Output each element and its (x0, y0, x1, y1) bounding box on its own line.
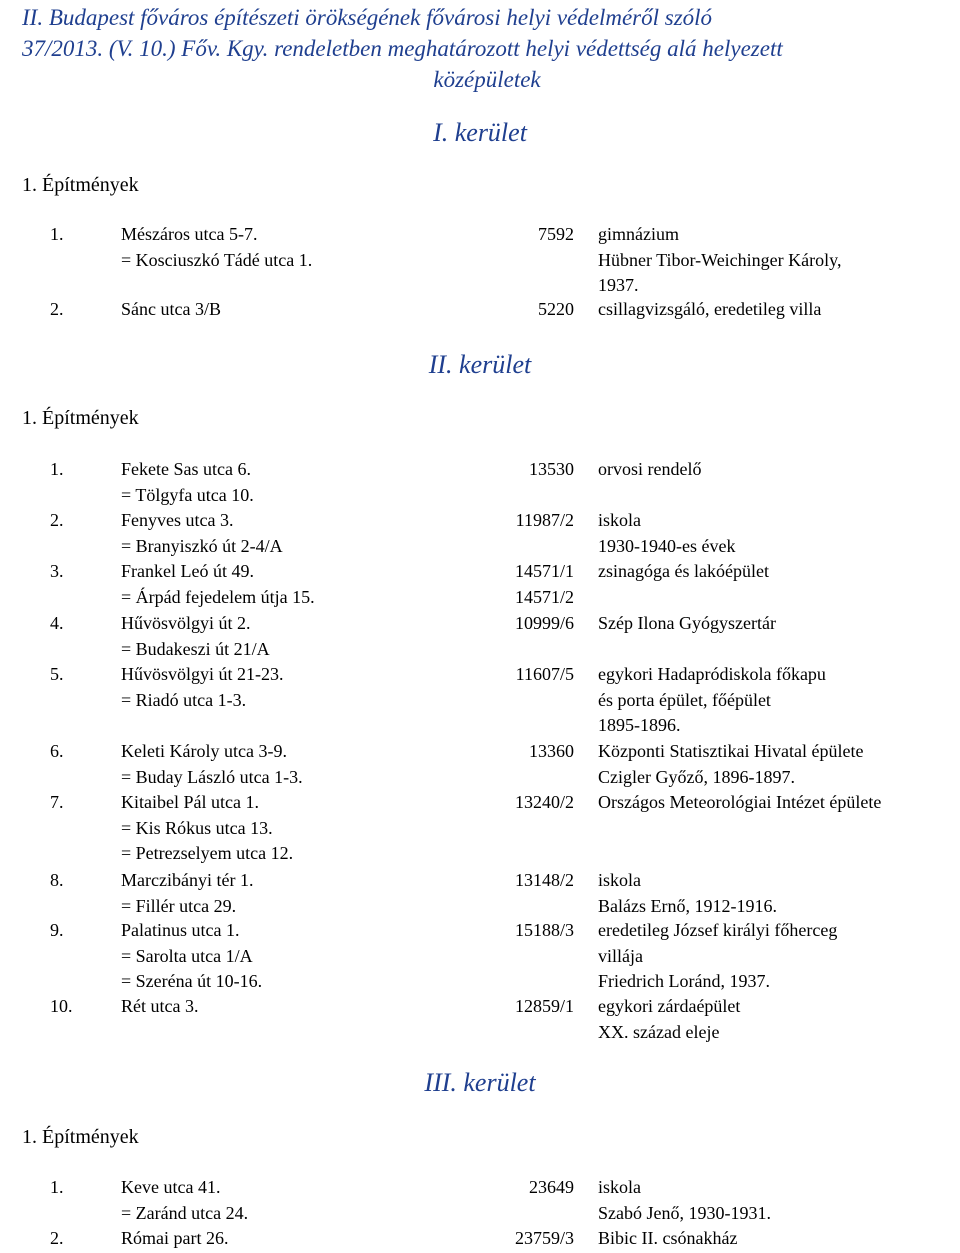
row-lot-number: 14571/1 14571/2 (514, 561, 574, 607)
row-address: Római part 26. (121, 1228, 229, 1248)
district-table (0, 457, 960, 1045)
table-row (0, 297, 960, 323)
row-address: Keleti Károly utca 3-9. = Buday László utca 1-3. (121, 741, 303, 787)
title-line-2: 37/2013. (V. 10.) Főv. Kgy. rendeletben meghatározott helyi védettség alá helyezett (22, 36, 783, 61)
table-row (0, 559, 960, 611)
row-number: 3. (50, 561, 64, 581)
document-title (22, 2, 952, 95)
row-lot-number: 11607/5 (515, 664, 574, 684)
row-lot-number: 13240/2 (514, 792, 574, 812)
row-description: zsinagóga és lakóépület (598, 561, 769, 581)
row-description: Bibic II. csónakház (598, 1228, 738, 1248)
row-description: Szép Ilona Gyógyszertár (598, 613, 776, 633)
row-description: egykori Hadapródiskola főkapu és porta épület, főépület 1895-1896. (598, 664, 826, 735)
row-description: Központi Statisztikai Hivatal épülete Czigler Győző, 1896-1897. (598, 741, 864, 787)
row-number: 9. (50, 920, 64, 940)
row-number: 2. (50, 299, 64, 319)
row-description: eredetileg József királyi főherceg villája Friedrich Loránd, 1937. (598, 920, 838, 991)
district-table (0, 1175, 960, 1252)
table-row (0, 994, 960, 1045)
row-number: 1. (50, 459, 64, 479)
title-line-1: II. Budapest főváros építészeti örökségének fővárosi helyi védelméről szóló (22, 5, 713, 30)
row-address: Sánc utca 3/B (121, 299, 221, 319)
row-address: Marczibányi tér 1. = Fillér utca 29. (121, 870, 254, 916)
row-address: Palatinus utca 1. = Sarolta utca 1/A = Szeréna út 10-16. (121, 920, 263, 991)
row-description: orvosi rendelő (598, 459, 702, 479)
row-description: egykori zárdaépület XX. század eleje (598, 996, 741, 1042)
row-lot-number: 10999/6 (514, 613, 574, 633)
table-row (0, 222, 960, 297)
table-row (0, 457, 960, 508)
row-description: iskola 1930-1940-es évek (598, 510, 736, 556)
row-address: Fenyves utca 3. = Branyiszkó út 2-4/A (121, 510, 283, 556)
district-heading: I. kerület (433, 118, 527, 147)
table-row (0, 662, 960, 739)
title-line-3: középületek (433, 67, 541, 92)
row-address: Mészáros utca 5-7. = Kosciuszkó Tádé utca 1. (121, 224, 313, 270)
row-lot-number: 23649 (529, 1177, 574, 1197)
row-number: 7. (50, 792, 64, 812)
row-address: Kitaibel Pál utca 1. = Kis Rókus utca 13. = Petrezselyem utca 12. (121, 792, 294, 863)
row-lot-number: 13148/2 (514, 870, 574, 890)
row-lot-number: 13360 (529, 741, 574, 761)
row-description: iskola Balázs Ernő, 1912-1916. (598, 870, 777, 916)
table-row (0, 918, 960, 994)
table-row (0, 790, 960, 868)
row-number: 10. (50, 996, 73, 1016)
row-lot-number: 5220 (538, 299, 574, 319)
row-description: gimnázium Hübner Tibor-Weichinger Károly, 1937. (598, 224, 842, 295)
row-number: 6. (50, 741, 64, 761)
row-lot-number: 7592 (538, 224, 574, 244)
district-heading: III. kerület (424, 1068, 536, 1097)
table-row (0, 868, 960, 918)
row-lot-number: 11987/2 (515, 510, 574, 530)
row-address: Fekete Sas utca 6. = Tölgyfa utca 10. (121, 459, 254, 505)
section-heading: 1. Építmények (22, 174, 139, 196)
section-heading: 1. Építmények (22, 407, 139, 429)
district-table (0, 222, 960, 323)
row-description: Országos Meteorológiai Intézet épülete (598, 792, 882, 812)
table-row (0, 1175, 960, 1226)
table-row (0, 1226, 960, 1252)
row-address: Keve utca 41. = Zaránd utca 24. (121, 1177, 249, 1223)
district-heading: II. kerület (428, 350, 532, 379)
row-address: Rét utca 3. (121, 996, 199, 1016)
row-number: 5. (50, 664, 64, 684)
table-row (0, 611, 960, 662)
row-number: 1. (50, 224, 64, 244)
row-number: 1. (50, 1177, 64, 1197)
row-number: 4. (50, 613, 64, 633)
row-lot-number: 12859/1 (514, 996, 574, 1016)
row-description: csillagvizsgáló, eredetileg villa (598, 299, 822, 319)
row-address: Frankel Leó út 49. = Árpád fejedelem útja 15. (121, 561, 315, 607)
row-address: Hűvösvölgyi út 21-23. = Riadó utca 1-3. (121, 664, 284, 710)
row-number: 8. (50, 870, 64, 890)
table-row (0, 508, 960, 559)
row-lot-number: 13530 (529, 459, 574, 479)
row-lot-number: 23759/3 (514, 1228, 574, 1248)
row-number: 2. (50, 1228, 64, 1248)
row-lot-number: 15188/3 (514, 920, 574, 940)
section-heading: 1. Építmények (22, 1126, 139, 1148)
row-description: iskola Szabó Jenő, 1930-1931. (598, 1177, 771, 1223)
row-address: Hűvösvölgyi út 2. = Budakeszi út 21/A (121, 613, 270, 659)
row-number: 2. (50, 510, 64, 530)
table-row (0, 739, 960, 790)
